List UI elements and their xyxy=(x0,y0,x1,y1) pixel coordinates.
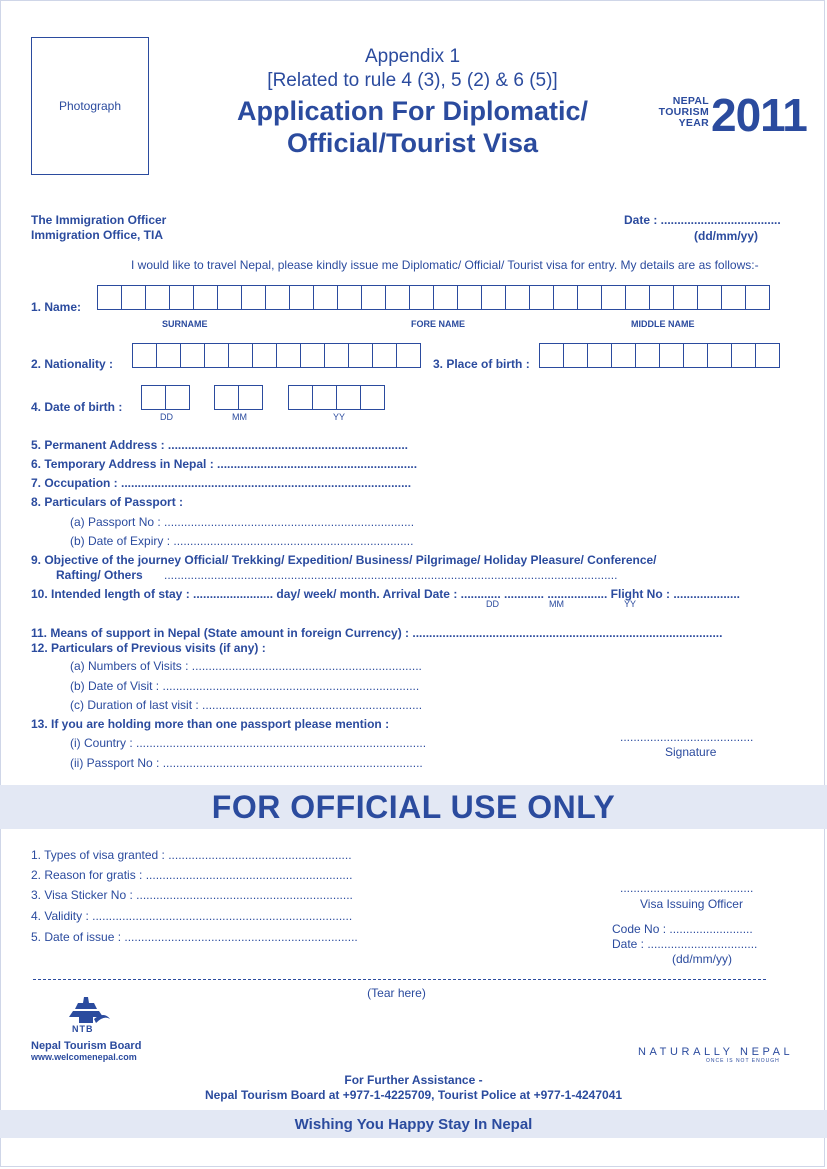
gratis-reason-field[interactable]: 2. Reason for gratis : .............................................................. xyxy=(31,868,353,882)
journey-objective-field[interactable]: ........................................................................................................................................ xyxy=(164,568,618,582)
journey-objective-label: 9. Objective of the journey Official/ Trekking/ Expedition/ Business/ Pilgrimage/ Holiday Pleasure/ Conference/ xyxy=(31,553,657,567)
appendix-label: Appendix 1 xyxy=(364,46,461,67)
char-box[interactable] xyxy=(141,385,166,410)
char-box[interactable] xyxy=(193,285,218,310)
char-box[interactable] xyxy=(180,343,205,368)
char-box[interactable] xyxy=(611,343,636,368)
char-box[interactable] xyxy=(745,285,770,310)
official-use-banner xyxy=(0,785,827,829)
forename-caption: FORE NAME xyxy=(411,319,465,329)
visa-sticker-field[interactable]: 3. Visa Sticker No : ................................................................. xyxy=(31,888,353,902)
char-box[interactable] xyxy=(337,285,362,310)
char-box[interactable] xyxy=(361,285,386,310)
char-box[interactable] xyxy=(241,285,266,310)
passport-no-field[interactable]: (a) Passport No : ........................................................................... xyxy=(70,515,415,529)
char-box[interactable] xyxy=(336,385,361,410)
char-box[interactable] xyxy=(204,343,229,368)
date-format: (dd/mm/yy) xyxy=(694,229,759,243)
char-box[interactable] xyxy=(288,385,313,410)
signature-label: Signature xyxy=(665,745,717,759)
char-box[interactable] xyxy=(683,343,708,368)
officer-label: Visa Issuing Officer xyxy=(640,897,743,911)
country-field[interactable]: (i) Country : ....................................................................................... xyxy=(70,736,427,750)
ntb-name: Nepal Tourism Board xyxy=(31,1040,142,1052)
signature-line[interactable]: ........................................ xyxy=(620,730,754,744)
stay-arrival-flight-field[interactable]: 10. Intended length of stay : ........................ day/ week/ month. Arrival Date : ............ ............ .................. Flight No : .................... xyxy=(31,587,741,601)
char-box[interactable] xyxy=(324,343,349,368)
char-box[interactable] xyxy=(577,285,602,310)
name-label: 1. Name: xyxy=(31,300,82,314)
char-box[interactable] xyxy=(529,285,554,310)
ntb-website[interactable]: www.welcomenepal.com xyxy=(31,1052,137,1062)
farewell-banner xyxy=(0,1110,827,1138)
photograph-label: Photograph xyxy=(58,99,122,113)
name-boxes[interactable] xyxy=(98,285,770,310)
middlename-caption: MIDDLE NAME xyxy=(631,319,695,329)
char-box[interactable] xyxy=(481,285,506,310)
naturally-nepal-tagline: ONCE IS NOT ENOUGH xyxy=(706,1058,780,1064)
char-box[interactable] xyxy=(635,343,660,368)
char-box[interactable] xyxy=(396,343,421,368)
dob-year-boxes[interactable] xyxy=(289,385,385,410)
char-box[interactable] xyxy=(457,285,482,310)
dob-label: 4. Date of birth : xyxy=(31,400,123,414)
dob-month-boxes[interactable] xyxy=(215,385,263,410)
addressee-line-2: Immigration Office, TIA xyxy=(31,228,164,242)
char-box[interactable] xyxy=(265,285,290,310)
nationality-label: 2. Nationality : xyxy=(31,357,114,371)
char-box[interactable] xyxy=(312,385,337,410)
title-line-2: Official/Tourist Visa xyxy=(286,128,539,158)
addressee-line-1: The Immigration Officer xyxy=(31,213,167,227)
char-box[interactable] xyxy=(731,343,756,368)
issue-date-field[interactable]: 5. Date of issue : ...................................................................... xyxy=(31,930,358,944)
officer-signature-line[interactable]: ........................................ xyxy=(620,881,754,895)
second-passport-field[interactable]: (ii) Passport No : .............................................................................. xyxy=(70,756,423,770)
char-box[interactable] xyxy=(217,285,242,310)
char-box[interactable] xyxy=(697,285,722,310)
arrival-mm-caption: MM xyxy=(549,599,564,609)
logo-year-number: 2011 xyxy=(711,89,807,141)
rule-reference: [Related to rule 4 (3), 5 (2) & 6 (5)] xyxy=(267,70,558,91)
char-box[interactable] xyxy=(228,343,253,368)
char-box[interactable] xyxy=(252,343,277,368)
char-box[interactable] xyxy=(539,343,564,368)
validity-field[interactable]: 4. Validity : .............................................................................. xyxy=(31,909,353,923)
tear-line xyxy=(33,979,766,980)
char-box[interactable] xyxy=(601,285,626,310)
previous-visits-label: 12. Particulars of Previous visits (if any) : xyxy=(31,641,266,655)
visa-type-field[interactable]: 1. Types of visa granted : ....................................................... xyxy=(31,848,352,862)
photograph-box xyxy=(31,37,149,175)
arrival-dd-caption: DD xyxy=(486,599,499,609)
char-box[interactable] xyxy=(169,285,194,310)
intro-text: I would like to travel Nepal, please kindly issue me Diplomatic/ Official/ Tourist visa for entry. My details are as follows:- xyxy=(131,258,759,272)
temporary-address-field[interactable]: 6. Temporary Address in Nepal : ............................................................ xyxy=(31,457,418,471)
char-box[interactable] xyxy=(625,285,650,310)
char-box[interactable] xyxy=(313,285,338,310)
visit-duration-field[interactable]: (c) Duration of last visit : .................................................................. xyxy=(70,698,423,712)
char-box[interactable] xyxy=(132,343,157,368)
char-box[interactable] xyxy=(649,285,674,310)
official-date-field[interactable]: Date : ................................. xyxy=(612,937,758,951)
char-box[interactable] xyxy=(563,343,588,368)
code-no-field[interactable]: Code No : ......................... xyxy=(612,922,753,936)
char-box[interactable] xyxy=(409,285,434,310)
title-line-1: Application For Diplomatic/ xyxy=(236,96,588,126)
char-box[interactable] xyxy=(385,285,410,310)
official-date-format: (dd/mm/yy) xyxy=(672,952,732,966)
char-box[interactable] xyxy=(659,343,684,368)
visit-date-field[interactable]: (b) Date of Visit : ............................................................................. xyxy=(70,679,420,693)
char-box[interactable] xyxy=(721,285,746,310)
passport-expiry-field[interactable]: (b) Date of Expiry : ........................................................................ xyxy=(70,534,414,548)
char-box[interactable] xyxy=(97,285,122,310)
occupation-field[interactable]: 7. Occupation : ....................................................................................... xyxy=(31,476,412,490)
journey-objective-others: Rafting/ Others xyxy=(56,568,143,582)
char-box[interactable] xyxy=(755,343,780,368)
char-box[interactable] xyxy=(121,285,146,310)
logo-tourism: TOURISM xyxy=(658,106,709,118)
ntb-badge: NTB xyxy=(72,1024,94,1034)
multiple-passport-label: 13. If you are holding more than one passport please mention : xyxy=(31,717,390,731)
char-box[interactable] xyxy=(360,385,385,410)
logo-nepal: NEPAL xyxy=(672,95,709,107)
char-box[interactable] xyxy=(433,285,458,310)
char-box[interactable] xyxy=(348,343,373,368)
ntb-logo xyxy=(66,995,112,1037)
char-box[interactable] xyxy=(372,343,397,368)
form-title xyxy=(200,95,625,159)
date-field[interactable]: Date : .................................... xyxy=(624,213,781,227)
char-box[interactable] xyxy=(707,343,732,368)
char-box[interactable] xyxy=(673,285,698,310)
place-of-birth-label: 3. Place of birth : xyxy=(433,357,530,371)
dob-yy-caption: YY xyxy=(333,412,346,422)
naturally-nepal-logo: NATURALLY NEPAL xyxy=(638,1046,794,1058)
means-of-support-field[interactable]: 11. Means of support in Nepal (State amount in foreign Currency) : ............................................................................................. xyxy=(31,626,723,640)
dob-dd-caption: DD xyxy=(160,412,173,422)
farewell-message: Wishing You Happy Stay In Nepal xyxy=(294,1115,533,1133)
char-box[interactable] xyxy=(145,285,170,310)
char-box[interactable] xyxy=(289,285,314,310)
char-box[interactable] xyxy=(238,385,263,410)
surname-caption: SURNAME xyxy=(162,319,208,329)
logo-year: YEAR xyxy=(678,117,709,129)
arrival-yy-caption: YY xyxy=(624,599,637,609)
permanent-address-field[interactable]: 5. Permanent Address : ........................................................................ xyxy=(31,438,408,452)
char-box[interactable] xyxy=(553,285,578,310)
dob-mm-caption: MM xyxy=(232,412,247,422)
dob-day-boxes[interactable] xyxy=(142,385,190,410)
char-box[interactable] xyxy=(214,385,239,410)
visit-count-field[interactable]: (a) Numbers of Visits : ..................................................................... xyxy=(70,659,422,673)
nationality-boxes[interactable] xyxy=(133,343,421,368)
char-box[interactable] xyxy=(156,343,181,368)
assistance-heading: For Further Assistance - xyxy=(344,1073,483,1087)
char-box[interactable] xyxy=(276,343,301,368)
official-use-heading: FOR OFFICIAL USE ONLY xyxy=(211,788,616,825)
assistance-contacts: Nepal Tourism Board at +977-1-4225709, Tourist Police at +977-1-4247041 xyxy=(204,1088,623,1102)
char-box[interactable] xyxy=(300,343,325,368)
passport-particulars-label: 8. Particulars of Passport : xyxy=(31,495,184,509)
tear-here-label: (Tear here) xyxy=(367,986,426,1000)
nepal-tourism-year-logo xyxy=(645,89,807,144)
char-box[interactable] xyxy=(505,285,530,310)
char-box[interactable] xyxy=(165,385,190,410)
place-of-birth-boxes[interactable] xyxy=(540,343,780,368)
char-box[interactable] xyxy=(587,343,612,368)
